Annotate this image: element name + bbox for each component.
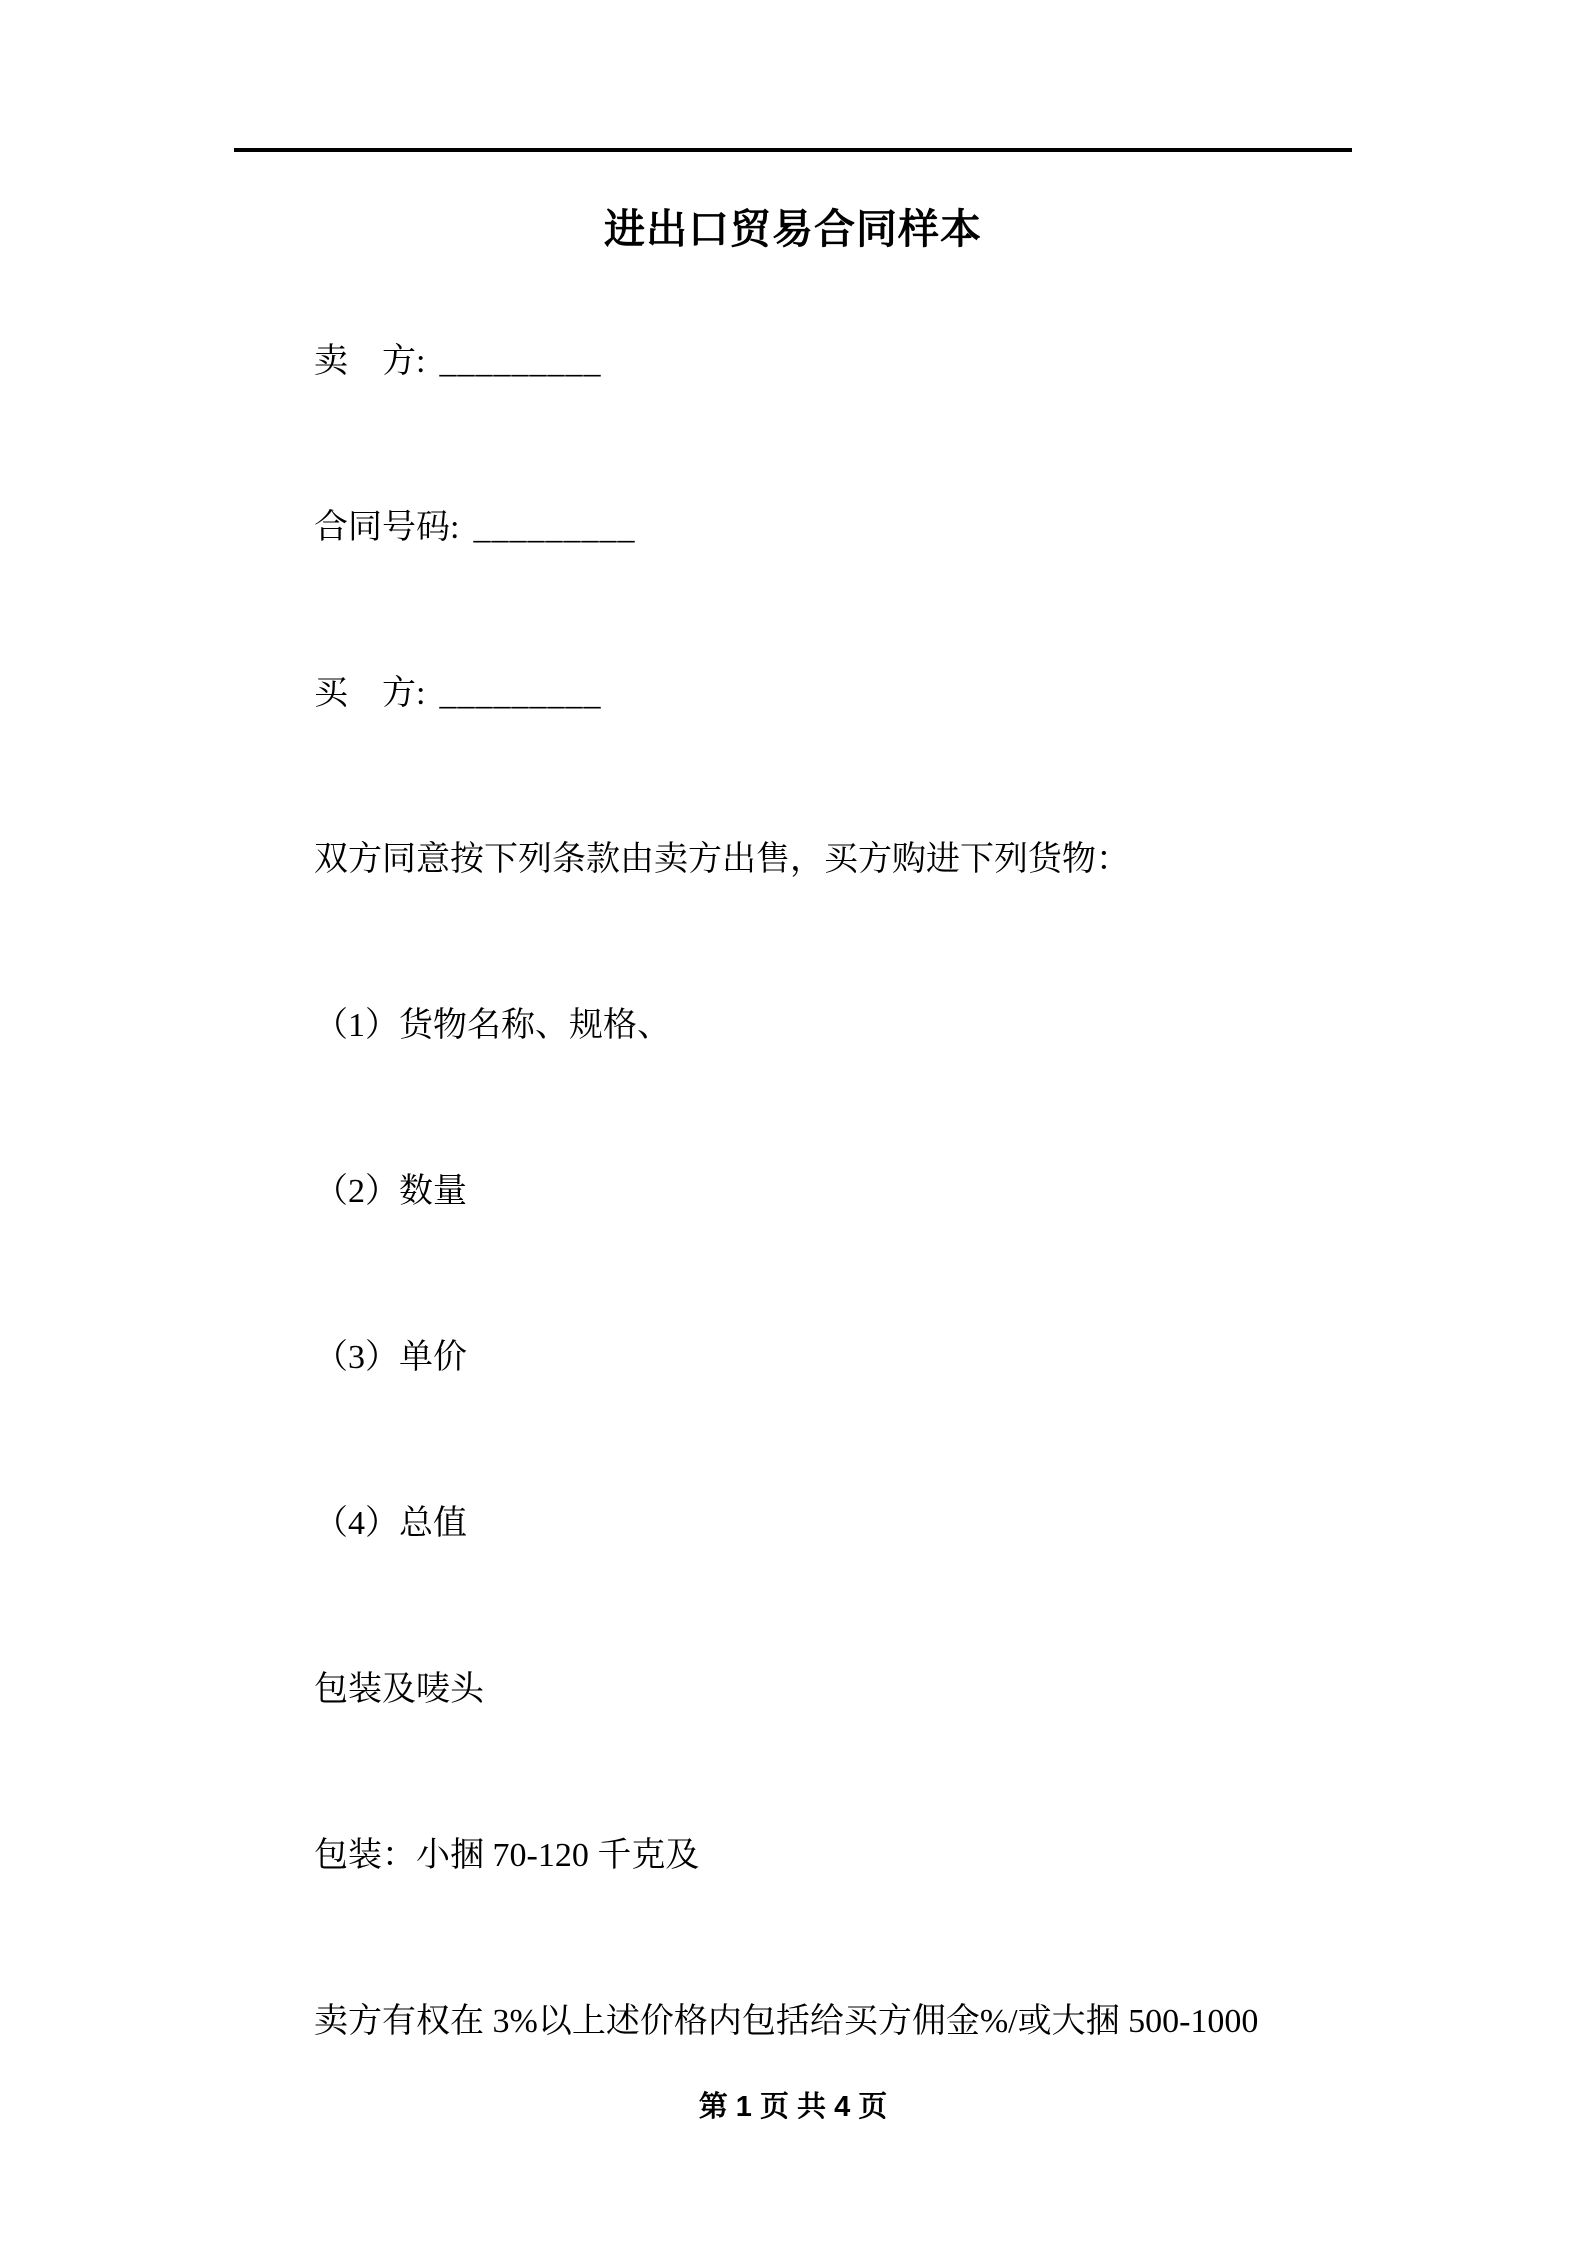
page-footer: 第 1 页 共 4 页 (698, 2091, 888, 2123)
paragraph-agreement: 双方同意按下列条款由卖方出售，买方购进下列货物： (314, 841, 1130, 878)
field-contract-number-label: 合同号码: (314, 509, 460, 546)
field-seller (314, 343, 601, 380)
header-rule (234, 148, 1352, 152)
field-buyer-blank-line: _________ (439, 675, 602, 712)
field-seller-label: 卖 方: (314, 343, 426, 380)
field-seller-blank-line: _________ (439, 343, 602, 380)
paragraph-commission-clause: 卖方有权在 3%以上述价格内包括给买方佣金%/或大捆 500-1000 (314, 2003, 1259, 2040)
field-buyer-label: 买 方: (314, 675, 426, 712)
document-title: 进出口贸易合同样本 (604, 206, 982, 252)
paragraph-item-3-unit-price: （3）单价 (314, 1339, 467, 1376)
paragraph-item-2-quantity: （2）数量 (314, 1173, 467, 1210)
paragraph-packing-and-marks-heading: 包装及唛头 (314, 1671, 484, 1708)
field-buyer (314, 675, 601, 712)
field-contract-number-blank-line: _________ (473, 509, 636, 546)
paragraph-packing-detail: 包装：小捆 70-120 千克及 (314, 1837, 700, 1874)
paragraph-item-1-goods-name-spec: （1）货物名称、规格、 (314, 1007, 671, 1044)
field-contract-number (314, 509, 635, 546)
paragraph-item-4-total-value: （4）总值 (314, 1505, 467, 1542)
